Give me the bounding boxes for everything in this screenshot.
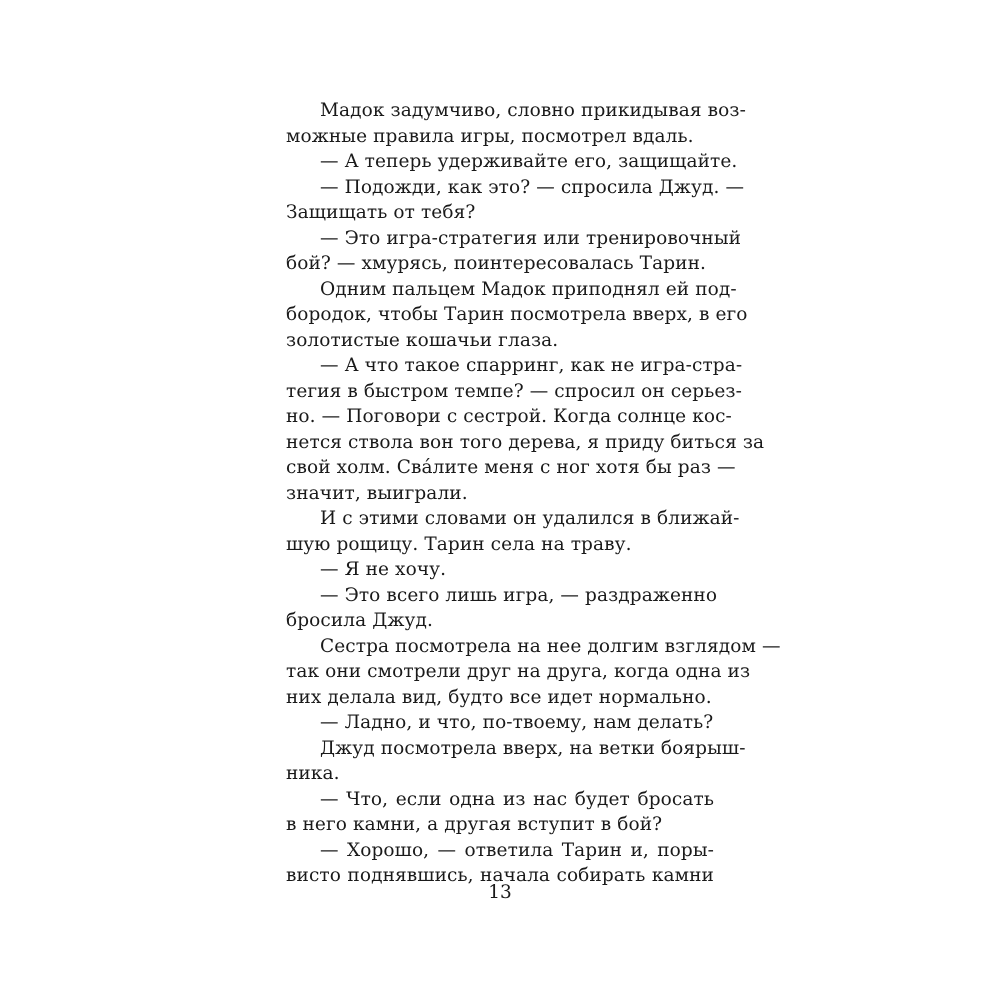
- text-line: но. — Поговори с сестрой. Когда солнце кос-: [286, 406, 732, 427]
- text-line: — Это всего лишь игра, — раздраженно: [320, 584, 718, 606]
- text-line: Мадок задумчиво, словно прикидывая воз-: [320, 100, 746, 121]
- text-line: значит, выиграли.: [286, 482, 468, 504]
- text-line: — Это игра-стратегия или тренировочный: [320, 227, 742, 249]
- text-line: висто поднявшись, начала собирать камни: [286, 865, 714, 886]
- text-line: шую рощицу. Тарин села на траву.: [286, 533, 632, 555]
- text-line: Одним пальцем Мадок приподнял ей под-: [320, 278, 737, 300]
- text-line: — Что, если одна из нас будет бросать: [320, 788, 714, 810]
- text-line: — Хорошо, — ответила Тарин и, поры-: [320, 839, 714, 861]
- text-line: тегия в быстром темпе? — спросил он серьез-: [286, 380, 742, 402]
- text-line: Сестра посмотрела на нее долгим взглядом —: [320, 635, 781, 657]
- text-line: бой? — хмурясь, поинтересовалась Тарин.: [286, 253, 706, 274]
- body-text: [286, 98, 781, 889]
- text-line: в него камни, а другая вступит в бой?: [286, 814, 663, 835]
- text-line: нется ствола вон того дерева, я приду биться за: [286, 431, 765, 453]
- text-line: — А теперь удерживайте его, защищайте.: [320, 151, 738, 172]
- page-number: 13: [488, 882, 512, 903]
- text-line: Джуд посмотрела вверх, на ветки боярыш-: [320, 737, 746, 759]
- text-line: можные правила игры, посмотрел вдаль.: [286, 125, 694, 147]
- text-line: Защищать от тебя?: [286, 202, 476, 223]
- text-line: ника.: [286, 763, 340, 784]
- text-line: — А что такое спарринг, как не игра-стра-: [320, 355, 743, 376]
- text-line: бородок, чтобы Тарин посмотрела вверх, в его: [286, 304, 748, 325]
- text-line: — Я не хочу.: [320, 559, 447, 580]
- text-line: — Подожди, как это? — спросила Джуд. —: [320, 176, 745, 198]
- text-line: свой холм. Сва́лите меня с ног хотя бы раз —: [286, 457, 736, 478]
- text-line: бросила Джуд.: [286, 610, 433, 631]
- text-line: золотистые кошачьи глаза.: [286, 329, 559, 351]
- text-line: — Ладно, и что, по-твоему, нам делать?: [320, 712, 714, 733]
- text-line: так они смотрели друг на друга, когда одна из: [286, 661, 751, 682]
- text-line: них делала вид, будто все идет нормально.: [286, 686, 712, 708]
- text-line: И с этими словами он удалился в ближай-: [320, 508, 740, 529]
